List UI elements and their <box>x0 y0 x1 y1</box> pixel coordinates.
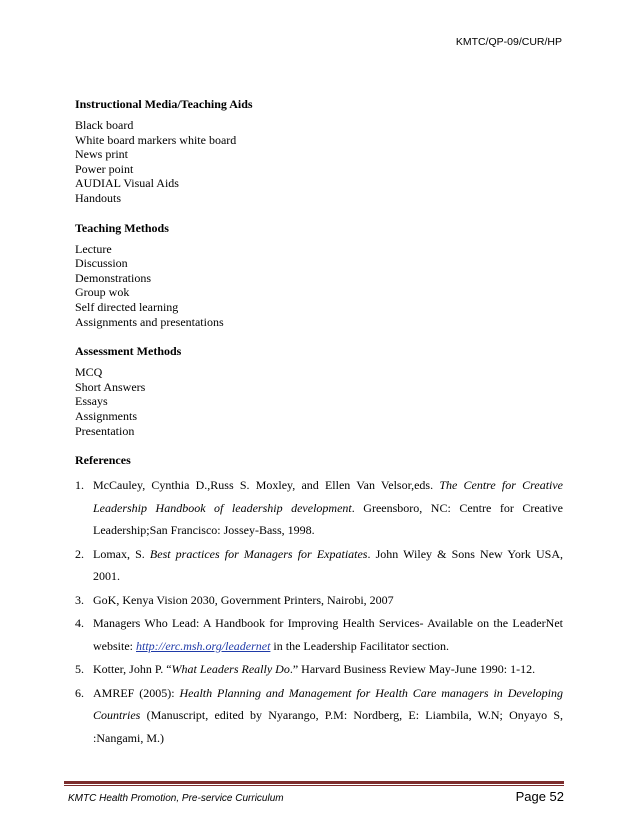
reference-text: . Greensboro, NC: Centre for Creative Leadership;San Francisco: Jossey-Bass, 1998. <box>93 500 564 538</box>
list-item: Essays <box>75 394 108 409</box>
assessment-title: Assessment Methods <box>75 344 182 359</box>
list-item: News print <box>75 147 128 162</box>
list-item: Short Answers <box>75 379 146 394</box>
media-list <box>75 118 563 206</box>
reference-text: in the Leadership Facilitator section. <box>270 638 450 653</box>
reference-text: . John Wiley & Sons New York USA, 2001. <box>93 546 563 584</box>
reference-number: 4. <box>75 616 84 631</box>
list-item: Power point <box>75 161 134 176</box>
reference-text: AMREF (2005): <box>93 685 180 700</box>
reference-item <box>75 589 563 612</box>
methods-title: Teaching Methods <box>75 220 169 235</box>
reference-text: McCauley, Cynthia D.,Russ S. Moxley, and Ellen Van Velsor,eds. <box>93 478 440 493</box>
page-content <box>75 96 563 763</box>
reference-item <box>75 658 563 681</box>
reference-number: 3. <box>75 592 84 607</box>
references-list <box>75 474 563 749</box>
leadernet-link[interactable]: http://erc.msh.org/leadernet <box>136 638 271 653</box>
reference-number: 2. <box>75 546 84 561</box>
methods-section <box>75 220 563 330</box>
reference-text: Kotter, John P. “ <box>93 662 172 677</box>
reference-number: 1. <box>75 478 84 493</box>
reference-title: Best practices for Managers for Expatiates <box>149 546 368 561</box>
reference-title: What Leaders Really Do <box>171 662 290 677</box>
list-item: Self directed learning <box>75 299 179 314</box>
list-item: Handouts <box>75 190 121 205</box>
media-section <box>75 96 563 206</box>
footer-divider <box>64 781 564 784</box>
reference-text: Managers Who Lead: A Handbook for Improving Health Services- Available on the LeaderNet website: <box>93 616 563 653</box>
reference-text: Lomax, S. <box>93 546 150 561</box>
reference-item <box>75 543 563 588</box>
references-title: References <box>75 453 131 468</box>
list-item: White board markers white board <box>75 132 237 147</box>
reference-text: GoK, Kenya Vision 2030, Government Printers, Nairobi, 2007 <box>93 592 394 607</box>
reference-number: 5. <box>75 662 84 677</box>
reference-title: The Centre for Creative Leadership Handbook of leadership development <box>93 478 564 515</box>
page-number: Page 52 <box>515 789 564 804</box>
media-title: Instructional Media/Teaching Aids <box>75 97 253 111</box>
list-item: AUDIAL Visual Aids <box>75 176 179 191</box>
list-item: Group wok <box>75 285 130 300</box>
reference-text: .” Harvard Business Review May-June 1990: 1-12. <box>289 662 536 677</box>
reference-item <box>75 682 563 750</box>
document-code: KMTC/QP-09/CUR/HP <box>455 36 562 48</box>
footer-divider-thin <box>64 785 564 786</box>
references-section <box>75 452 563 749</box>
list-item: Assignments <box>75 408 138 423</box>
reference-item <box>75 612 563 657</box>
reference-title: Health Planning and Management for Health Care managers in Developing Countries <box>93 685 564 723</box>
reference-number: 6. <box>75 685 84 700</box>
list-item: Presentation <box>75 423 135 438</box>
footer-title: KMTC Health Promotion, Pre-service Curriculum <box>68 793 284 804</box>
reference-text: (Manuscript, edited by Nyarango, P.M: Nordberg, E: Liambila, W.N; Onyayo S, :Nangami, M.) <box>93 708 563 745</box>
list-item: Lecture <box>75 241 112 256</box>
list-item: Discussion <box>75 256 128 271</box>
methods-list <box>75 242 563 330</box>
list-item: Black board <box>75 118 134 132</box>
list-item: MCQ <box>75 365 103 380</box>
list-item: Demonstrations <box>75 270 151 285</box>
reference-item <box>75 474 563 542</box>
assessment-section <box>75 343 563 438</box>
assessment-list <box>75 365 563 438</box>
list-item: Assignments and presentations <box>75 314 224 329</box>
